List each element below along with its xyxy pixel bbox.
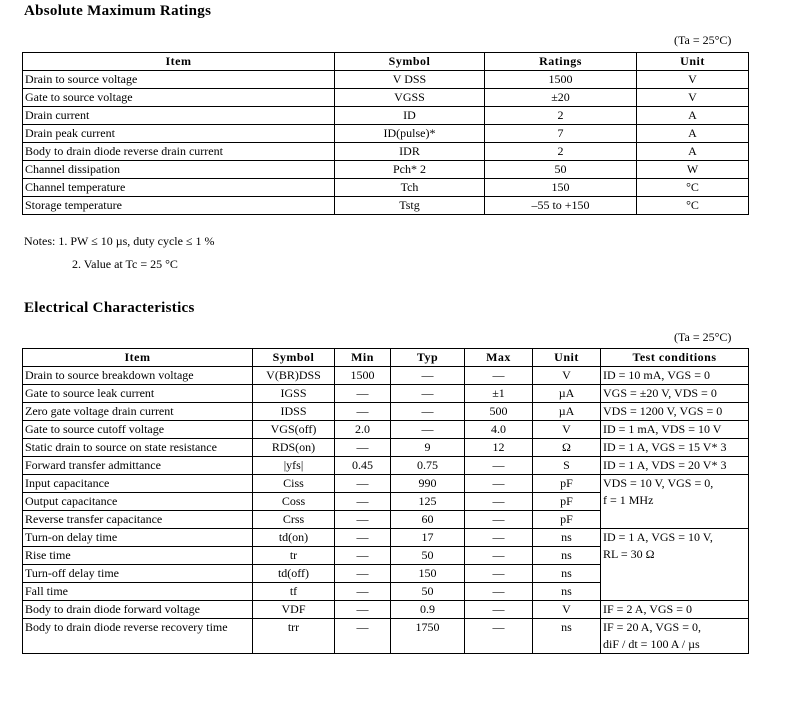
- ec-test-condition: [601, 439, 749, 457]
- amr-header-unit: Unit: [637, 53, 749, 71]
- ec-test-condition-line: IF = 2 A, VGS = 0: [603, 602, 692, 616]
- ec-max: —: [465, 565, 533, 583]
- ec-symbol: td(on): [253, 529, 335, 547]
- ec-unit: pF: [533, 475, 601, 493]
- ec-unit: ns: [533, 547, 601, 565]
- ec-unit: ns: [533, 565, 601, 583]
- ec-min: —: [335, 511, 391, 529]
- ec-unit: S: [533, 457, 601, 475]
- amr-unit: V: [637, 89, 749, 107]
- ec-unit: Ω: [533, 439, 601, 457]
- ec-item: Drain to source breakdown voltage: [23, 367, 253, 385]
- ec-row: [23, 529, 749, 547]
- ec-unit: ns: [533, 529, 601, 547]
- ec-test-condition: [601, 601, 749, 619]
- ec-symbol: V(BR)DSS: [253, 367, 335, 385]
- amr-unit: °C: [637, 179, 749, 197]
- ec-min: —: [335, 565, 391, 583]
- ec-item: Fall time: [23, 583, 253, 601]
- ec-typ: —: [391, 403, 465, 421]
- amr-symbol: ID(pulse)*: [335, 125, 485, 143]
- ec-symbol: RDS(on): [253, 439, 335, 457]
- ec-table: [22, 348, 749, 654]
- amr-symbol: Tstg: [335, 197, 485, 215]
- amr-note-1: Notes: 1. PW ≤ 10 µs, duty cycle ≤ 1 %: [24, 234, 215, 248]
- ec-symbol: IGSS: [253, 385, 335, 403]
- ec-typ: —: [391, 421, 465, 439]
- ec-item: Turn-on delay time: [23, 529, 253, 547]
- ec-row: [23, 457, 749, 475]
- ec-row: [23, 385, 749, 403]
- ec-header-row: [23, 349, 749, 367]
- ec-test-condition: [601, 619, 749, 654]
- ec-test-condition-line: ID = 10 mA, VGS = 0: [603, 368, 710, 382]
- ec-symbol: VGS(off): [253, 421, 335, 439]
- amr-row: [23, 179, 749, 197]
- amr-row: [23, 143, 749, 161]
- ec-min: —: [335, 439, 391, 457]
- amr-row: [23, 125, 749, 143]
- amr-header-row: [23, 53, 749, 71]
- ec-test-condition: [601, 367, 749, 385]
- ec-typ: 50: [391, 583, 465, 601]
- amr-item: Gate to source voltage: [23, 89, 335, 107]
- ec-max: —: [465, 493, 533, 511]
- ec-typ: 60: [391, 511, 465, 529]
- ec-min: —: [335, 583, 391, 601]
- ec-typ: —: [391, 367, 465, 385]
- ec-test-condition-line: ID = 1 A, VDS = 20 V* 3: [603, 458, 727, 472]
- ec-symbol: Coss: [253, 493, 335, 511]
- amr-item: Storage temperature: [23, 197, 335, 215]
- ec-test-condition: [601, 529, 749, 601]
- ec-min: —: [335, 475, 391, 493]
- ec-symbol: trr: [253, 619, 335, 654]
- ec-max: 12: [465, 439, 533, 457]
- ec-symbol: tr: [253, 547, 335, 565]
- amr-symbol: V DSS: [335, 71, 485, 89]
- ec-title: Electrical Characteristics: [24, 300, 195, 316]
- amr-ambient-temp: (Ta = 25°C): [674, 33, 732, 47]
- ec-row: [23, 601, 749, 619]
- ec-item: Output capacitance: [23, 493, 253, 511]
- amr-rating: 1500: [485, 71, 637, 89]
- amr-rating: –55 to +150: [485, 197, 637, 215]
- amr-unit: A: [637, 107, 749, 125]
- ec-item: Body to drain diode forward voltage: [23, 601, 253, 619]
- ec-max: —: [465, 511, 533, 529]
- ec-item: Static drain to source on state resistance: [23, 439, 253, 457]
- amr-symbol: Tch: [335, 179, 485, 197]
- ec-symbol: tf: [253, 583, 335, 601]
- ec-typ: 1750: [391, 619, 465, 654]
- ec-max: ±1: [465, 385, 533, 403]
- ec-test-condition: [601, 385, 749, 403]
- ec-header-item: Item: [23, 349, 253, 367]
- ec-min: —: [335, 403, 391, 421]
- amr-header-ratings: Ratings: [485, 53, 637, 71]
- amr-row: [23, 89, 749, 107]
- amr-symbol: IDR: [335, 143, 485, 161]
- ec-max: —: [465, 529, 533, 547]
- ec-test-condition-line: VDS = 1200 V, VGS = 0: [603, 404, 723, 418]
- ec-min: —: [335, 601, 391, 619]
- ec-max: —: [465, 367, 533, 385]
- amr-table: [22, 52, 749, 215]
- ec-max: 500: [465, 403, 533, 421]
- ec-row: [23, 421, 749, 439]
- ec-header-typ: Typ: [391, 349, 465, 367]
- amr-title: Absolute Maximum Ratings: [24, 3, 212, 19]
- ec-item: Input capacitance: [23, 475, 253, 493]
- ec-typ: 150: [391, 565, 465, 583]
- ec-max: —: [465, 583, 533, 601]
- ec-min: 0.45: [335, 457, 391, 475]
- ec-typ: 0.9: [391, 601, 465, 619]
- ec-min: 2.0: [335, 421, 391, 439]
- ec-test-condition-line: ID = 1 A, VGS = 15 V* 3: [603, 440, 727, 454]
- amr-unit: V: [637, 71, 749, 89]
- amr-symbol: Pch* 2: [335, 161, 485, 179]
- amr-row: [23, 161, 749, 179]
- ec-max: —: [465, 601, 533, 619]
- ec-test-condition: [601, 457, 749, 475]
- ec-typ: 990: [391, 475, 465, 493]
- amr-unit: °C: [637, 197, 749, 215]
- ec-test-condition-line: VGS = ±20 V, VDS = 0: [603, 386, 717, 400]
- ec-typ: 125: [391, 493, 465, 511]
- ec-min: —: [335, 619, 391, 654]
- amr-note-2: 2. Value at Tc = 25 °C: [72, 257, 178, 271]
- amr-row: [23, 107, 749, 125]
- ec-test-condition-line: IF = 20 A, VGS = 0,: [603, 620, 701, 634]
- ec-unit: pF: [533, 511, 601, 529]
- ec-max: —: [465, 475, 533, 493]
- amr-unit: W: [637, 161, 749, 179]
- ec-min: —: [335, 493, 391, 511]
- amr-rating: 2: [485, 107, 637, 125]
- ec-max: 4.0: [465, 421, 533, 439]
- ec-symbol: Ciss: [253, 475, 335, 493]
- ec-typ: 0.75: [391, 457, 465, 475]
- amr-item: Drain peak current: [23, 125, 335, 143]
- ec-item: Rise time: [23, 547, 253, 565]
- amr-unit: A: [637, 143, 749, 161]
- ec-unit: ns: [533, 619, 601, 654]
- amr-header-symbol: Symbol: [335, 53, 485, 71]
- ec-test-condition-line: ID = 1 mA, VDS = 10 V: [603, 422, 722, 436]
- ec-test-condition: [601, 421, 749, 439]
- ec-item: Zero gate voltage drain current: [23, 403, 253, 421]
- ec-typ: 9: [391, 439, 465, 457]
- ec-row: [23, 619, 749, 654]
- ec-header-test-conditions: Test conditions: [601, 349, 749, 367]
- ec-unit: ns: [533, 583, 601, 601]
- ec-unit: V: [533, 421, 601, 439]
- amr-rating: ±20: [485, 89, 637, 107]
- ec-typ: —: [391, 385, 465, 403]
- ec-item: Gate to source cutoff voltage: [23, 421, 253, 439]
- ec-item: Body to drain diode reverse recovery time: [23, 619, 253, 654]
- ec-min: 1500: [335, 367, 391, 385]
- amr-item: Drain current: [23, 107, 335, 125]
- ec-unit: µA: [533, 403, 601, 421]
- amr-rating: 50: [485, 161, 637, 179]
- ec-test-condition-line: ID = 1 A, VGS = 10 V,: [603, 530, 713, 544]
- amr-item: Body to drain diode reverse drain current: [23, 143, 335, 161]
- ec-ambient-temp: (Ta = 25°C): [674, 330, 732, 344]
- ec-unit: µA: [533, 385, 601, 403]
- ec-header-unit: Unit: [533, 349, 601, 367]
- amr-rating: 7: [485, 125, 637, 143]
- ec-row: [23, 403, 749, 421]
- amr-item: Channel dissipation: [23, 161, 335, 179]
- ec-header-symbol: Symbol: [253, 349, 335, 367]
- ec-unit: V: [533, 367, 601, 385]
- amr-unit: A: [637, 125, 749, 143]
- amr-symbol: VGSS: [335, 89, 485, 107]
- ec-max: —: [465, 457, 533, 475]
- ec-test-condition-line: VDS = 10 V, VGS = 0,: [603, 476, 714, 490]
- ec-typ: 50: [391, 547, 465, 565]
- ec-row: [23, 367, 749, 385]
- ec-item: Gate to source leak current: [23, 385, 253, 403]
- ec-item: Forward transfer admittance: [23, 457, 253, 475]
- ec-row: [23, 475, 749, 493]
- ec-max: —: [465, 547, 533, 565]
- amr-row: [23, 71, 749, 89]
- amr-rating: 2: [485, 143, 637, 161]
- ec-symbol: VDF: [253, 601, 335, 619]
- ec-symbol: Crss: [253, 511, 335, 529]
- amr-symbol: ID: [335, 107, 485, 125]
- ec-typ: 17: [391, 529, 465, 547]
- ec-min: —: [335, 385, 391, 403]
- ec-header-max: Max: [465, 349, 533, 367]
- ec-unit: pF: [533, 493, 601, 511]
- ec-min: —: [335, 547, 391, 565]
- ec-test-condition-line: RL = 30 Ω: [603, 547, 655, 561]
- ec-test-condition-line: diF / dt = 100 A / µs: [603, 637, 700, 651]
- ec-test-condition-line: f = 1 MHz: [603, 493, 654, 507]
- ec-row: [23, 439, 749, 457]
- ec-symbol: td(off): [253, 565, 335, 583]
- ec-header-min: Min: [335, 349, 391, 367]
- amr-item: Drain to source voltage: [23, 71, 335, 89]
- ec-test-condition: [601, 475, 749, 529]
- amr-row: [23, 197, 749, 215]
- ec-item: Reverse transfer capacitance: [23, 511, 253, 529]
- amr-item: Channel temperature: [23, 179, 335, 197]
- amr-rating: 150: [485, 179, 637, 197]
- amr-header-item: Item: [23, 53, 335, 71]
- ec-min: —: [335, 529, 391, 547]
- ec-symbol: |yfs|: [253, 457, 335, 475]
- ec-symbol: IDSS: [253, 403, 335, 421]
- ec-test-condition: [601, 403, 749, 421]
- ec-unit: V: [533, 601, 601, 619]
- ec-max: —: [465, 619, 533, 654]
- ec-item: Turn-off delay time: [23, 565, 253, 583]
